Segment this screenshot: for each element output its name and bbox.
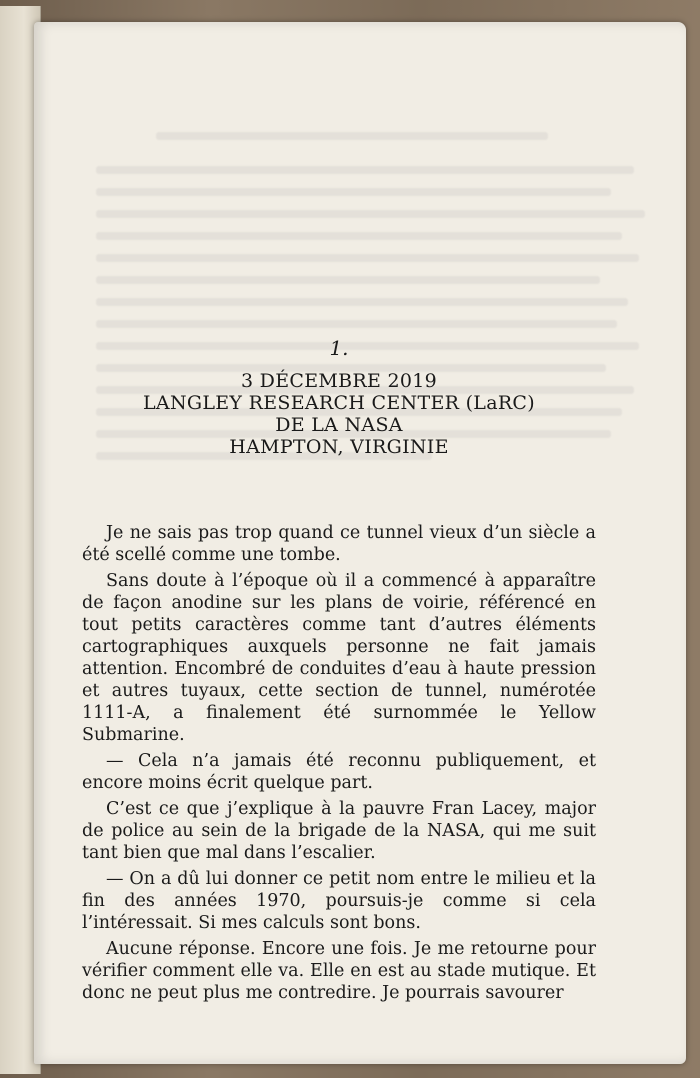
body-text — [82, 522, 596, 1004]
paragraph: — Cela n’a jamais été reconnu publiquement, et encore moins écrit quelque part. — [82, 751, 596, 793]
paragraph: Aucune réponse. Encore une fois. Je me retourne pour vérifier comment elle va. Elle en est au stade mutique. Et donc ne peut plus me contredire. Je pourrais savourer — [82, 939, 596, 1003]
paragraph: Je ne sais pas trop quand ce tunnel vieux d’un siècle a été scellé comme une tombe. — [82, 523, 596, 565]
paragraph: C’est ce que j’explique à la pauvre Fran Lacey, major de police au sein de la brigade de la NASA, qui me suit tant bien que mal dans l’escalier. — [82, 799, 596, 863]
heading-agency: DE LA NASA — [275, 414, 403, 436]
paragraph: — On a dû lui donner ce petit nom entre le milieu et la fin des années 1970, poursuis-je comme si cela l’intéressait. Si mes calculs sont bons. — [82, 869, 596, 933]
paragraph: Sans doute à l’époque où il a commencé à apparaître de façon anodine sur les plans de voirie, référencé en tout petits caractères comme tant d’autres éléments cartographiques auxquels personne ne fait jamais attention. Encombré de conduites d’eau à haute pression et autres tuyaux, cette section de tunnel, numérotée 1111-A, a finalement été surnommée le Yellow Submarine. — [82, 571, 596, 745]
chapter-content — [82, 318, 596, 1008]
heading-location: HAMPTON, VIRGINIE — [229, 436, 449, 458]
heading-date: 3 DÉCEMBRE 2019 — [240, 370, 438, 392]
book-page — [34, 22, 686, 1064]
heading-center: LANGLEY RESEARCH CENTER (LaRC) — [143, 392, 535, 414]
chapter-number: 1. — [329, 336, 349, 360]
chapter-heading — [82, 370, 596, 458]
